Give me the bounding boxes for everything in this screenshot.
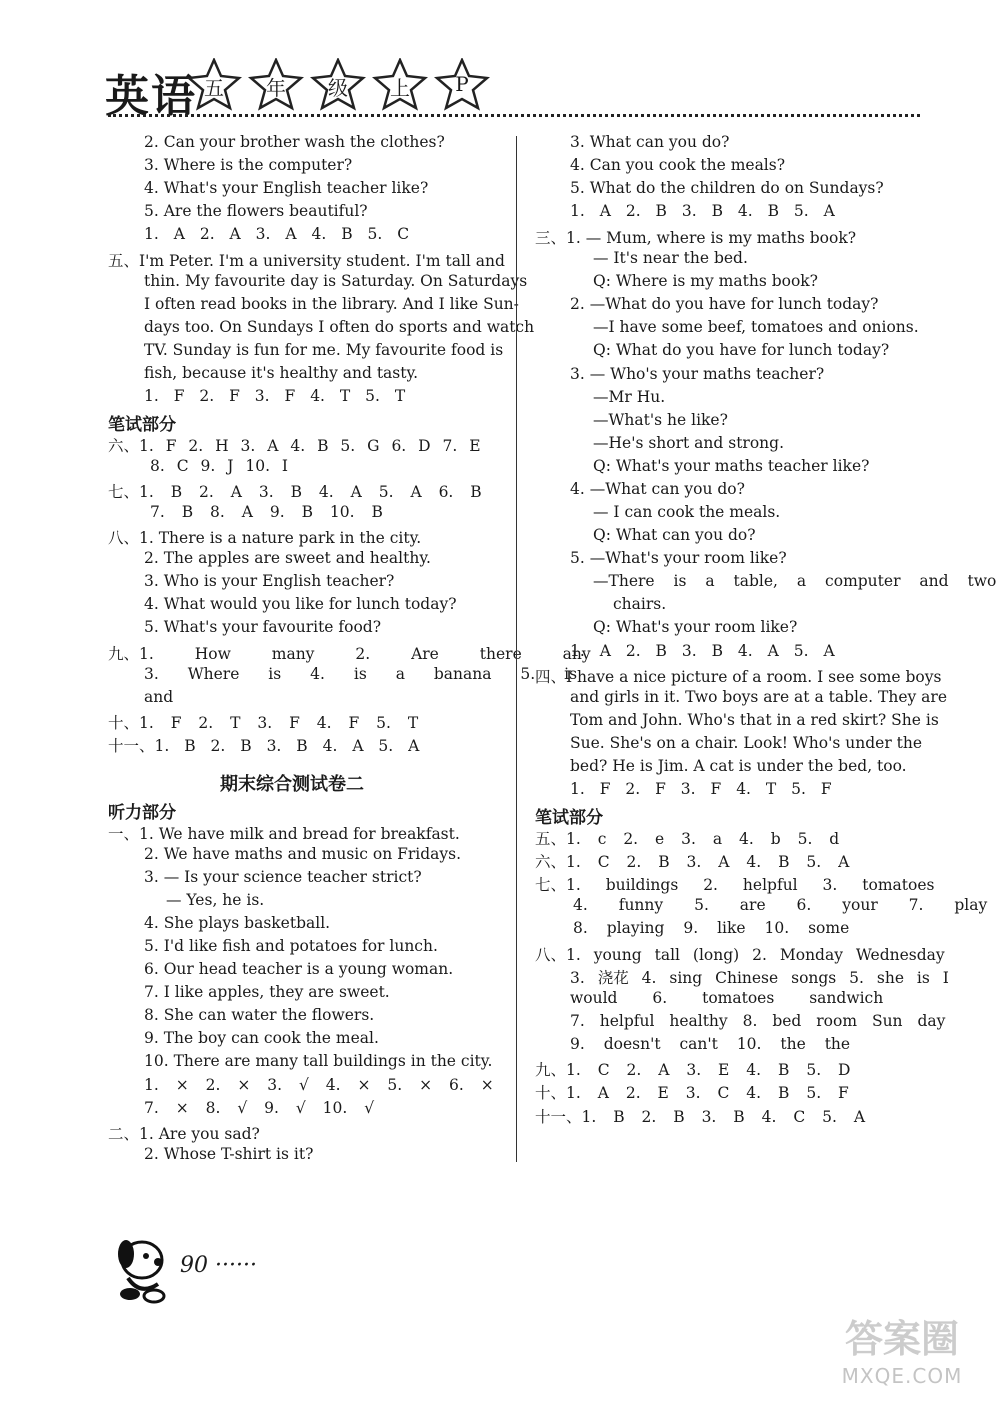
answer-line: —What's he like? (593, 411, 728, 429)
answer-line: 5. What's your favourite food? (144, 618, 382, 636)
answer-line: 二、1. Are you sad? (108, 1125, 260, 1143)
grade-badge-5: P (433, 58, 491, 112)
dog-mascot-icon (108, 1232, 172, 1304)
answer-line: would 6. tomatoes sandwich (570, 989, 884, 1007)
answer-line: and (144, 688, 174, 706)
answer-line: 八、1. There is a nature park in the city. (108, 529, 422, 547)
subject-title: 英语 (105, 71, 197, 122)
answer-line: 7. I like apples, they are sweet. (144, 983, 390, 1001)
answer-line: 六、1. F 2. H 3. A 4. B 5. G 6. D 7. E (108, 437, 481, 455)
answer-line: 2. We have maths and music on Fridays. (144, 845, 462, 863)
answer-line: 3. — Who's your maths teacher? (570, 365, 825, 383)
answer-line: 十一、1. B 2. B 3. B 4. A 5. A (108, 737, 420, 755)
grade-badge-4: 上 (371, 58, 429, 112)
page-number: 90 ······ (180, 1253, 257, 1278)
section-heading: 笔试部分 (108, 415, 176, 435)
answer-line: 4. What's your English teacher like? (144, 179, 429, 197)
watermark-url: MXQE.COM (841, 1364, 963, 1388)
answer-line: 3. Where is 4. is a banana 5. is (144, 665, 578, 683)
answer-line: 2. —What do you have for lunch today? (570, 295, 879, 313)
answer-line: TV. Sunday is fun for me. My favourite food is (144, 341, 504, 359)
page-header (105, 52, 925, 122)
answer-line: I often read books in the library. And I like Sun- (144, 295, 519, 313)
answer-line: 十、1. A 2. E 3. C 4. B 5. F (535, 1084, 849, 1102)
grade-badge-3: 级 (309, 58, 367, 112)
answer-line: 七、1. buildings 2. helpful 3. tomatoes (535, 876, 935, 894)
answer-line: 4. Can you cook the meals? (570, 156, 786, 174)
answer-line: Q: Where is my maths book? (593, 272, 818, 290)
answer-line: 3. Who is your English teacher? (144, 572, 395, 590)
answer-line: 2. The apples are sweet and healthy. (144, 549, 431, 567)
answer-line: 1. A 2. B 3. B 4. B 5. A (570, 202, 835, 220)
answer-line: 6. Our head teacher is a young woman. (144, 960, 454, 978)
answer-line: 8. She can water the flowers. (144, 1006, 375, 1024)
answer-line: 九、1. C 2. A 3. E 4. B 5. D (535, 1061, 851, 1079)
answer-line: Sue. She's on a chair. Look! Who's under the (570, 734, 923, 752)
answer-line: 3. Where is the computer? (144, 156, 353, 174)
answer-line: 4. She plays basketball. (144, 914, 331, 932)
watermark-title: 答案圈 (844, 1317, 959, 1361)
answer-line: days too. On Sundays I often do sports and watch (144, 318, 535, 336)
answer-line: — It's near the bed. (593, 249, 748, 267)
answer-line: 九、1. How many 2. Are there any (108, 645, 591, 663)
grade-badge-1: 五 (185, 58, 243, 112)
answer-line: —He's short and strong. (593, 434, 784, 452)
column-divider (516, 136, 517, 1162)
answer-line: 4. —What can you do? (570, 480, 745, 498)
answer-line: and girls in it. Two boys are at a table. They are (570, 688, 948, 706)
answer-line: 3. What can you do? (570, 133, 730, 151)
answer-line: 1. F 2. F 3. F 4. T 5. F (570, 780, 832, 798)
answer-line: Q: What's your maths teacher like? (593, 457, 870, 475)
answer-line: 六、1. C 2. B 3. A 4. B 5. A (535, 853, 850, 871)
answer-line: 五、I'm Peter. I'm a university student. I'm tall and (108, 252, 505, 270)
answer-line: 1. × 2. × 3. √ 4. × 5. × 6. × (144, 1076, 494, 1094)
test-title: 期末综合测试卷二 (220, 774, 364, 795)
answer-line: 十一、1. B 2. B 3. B 4. C 5. A (535, 1108, 866, 1126)
answer-line: 5. I'd like fish and potatoes for lunch. (144, 937, 438, 955)
answer-line: 5. What do the children do on Sundays? (570, 179, 884, 197)
answer-line: bed? He is Jim. A cat is under the bed, too. (570, 757, 907, 775)
answer-line: — Yes, he is. (166, 891, 265, 909)
answer-line: Q: What do you have for lunch today? (593, 341, 890, 359)
answer-line: 3. 浇花 4. sing Chinese songs 5. she is I (570, 969, 949, 987)
answer-line: Q: What's your room like? (593, 618, 798, 636)
answer-line: 四、I have a nice picture of a room. I see some boys (535, 668, 942, 686)
answer-line: 七、1. B 2. A 3. B 4. A 5. A 6. B (108, 483, 482, 501)
answer-line: 5. Are the flowers beautiful? (144, 202, 368, 220)
answer-line: 7. × 8. √ 9. √ 10. √ (144, 1099, 375, 1117)
answer-line: 1. A 2. A 3. A 4. B 5. C (144, 225, 410, 243)
answer-line: 3. — Is your science teacher strict? (144, 868, 422, 886)
section-heading: 笔试部分 (535, 808, 603, 828)
answer-line: 9. The boy can cook the meal. (144, 1029, 379, 1047)
answer-line: 9. doesn't can't 10. the the (570, 1035, 851, 1053)
answer-line: 一、1. We have milk and bread for breakfast. (108, 825, 460, 843)
answer-line: chairs. (613, 595, 667, 613)
answer-line: 4. funny 5. are 6. your 7. play (573, 896, 988, 914)
answer-line: 三、1. — Mum, where is my maths book? (535, 229, 857, 247)
answer-line: 8. C 9. J 10. I (150, 457, 289, 475)
header-divider (108, 114, 920, 117)
answer-line: 7. B 8. A 9. B 10. B (150, 503, 383, 521)
answer-line: Tom and John. Who's that in a red skirt? She is (570, 711, 939, 729)
answer-line: fish, because it's healthy and tasty. (144, 364, 419, 382)
grade-badge-2: 年 (247, 58, 305, 112)
answer-line: —Mr Hu. (593, 388, 666, 406)
answer-line: — I can cook the meals. (593, 503, 781, 521)
answer-line: 8. playing 9. like 10. some (573, 919, 850, 937)
answer-line: —There is a table, a computer and two (593, 572, 997, 590)
answer-line: 5. —What's your room like? (570, 549, 787, 567)
answer-line: 1. A 2. B 3. B 4. A 5. A (570, 642, 835, 660)
answer-line: 十、1. F 2. T 3. F 4. F 5. T (108, 714, 419, 732)
answer-line: 五、1. c 2. e 3. a 4. b 5. d (535, 830, 840, 848)
answer-line: 10. There are many tall buildings in the city. (144, 1052, 493, 1070)
answer-line: 八、1. young tall (long) 2. Monday Wednesday (535, 946, 945, 964)
answer-line: 2. Can your brother wash the clothes? (144, 133, 445, 151)
answer-line: Q: What can you do? (593, 526, 756, 544)
answer-line: —I have some beef, tomatoes and onions. (593, 318, 919, 336)
watermark-logo (812, 1308, 992, 1398)
answer-line: thin. My favourite day is Saturday. On Saturdays (144, 272, 528, 290)
answer-line: 4. What would you like for lunch today? (144, 595, 457, 613)
answer-line: 7. helpful healthy 8. bed room Sun day (570, 1012, 946, 1030)
section-heading: 听力部分 (108, 803, 176, 823)
answer-line: 1. F 2. F 3. F 4. T 5. T (144, 387, 406, 405)
answer-line: 2. Whose T-shirt is it? (144, 1145, 314, 1163)
